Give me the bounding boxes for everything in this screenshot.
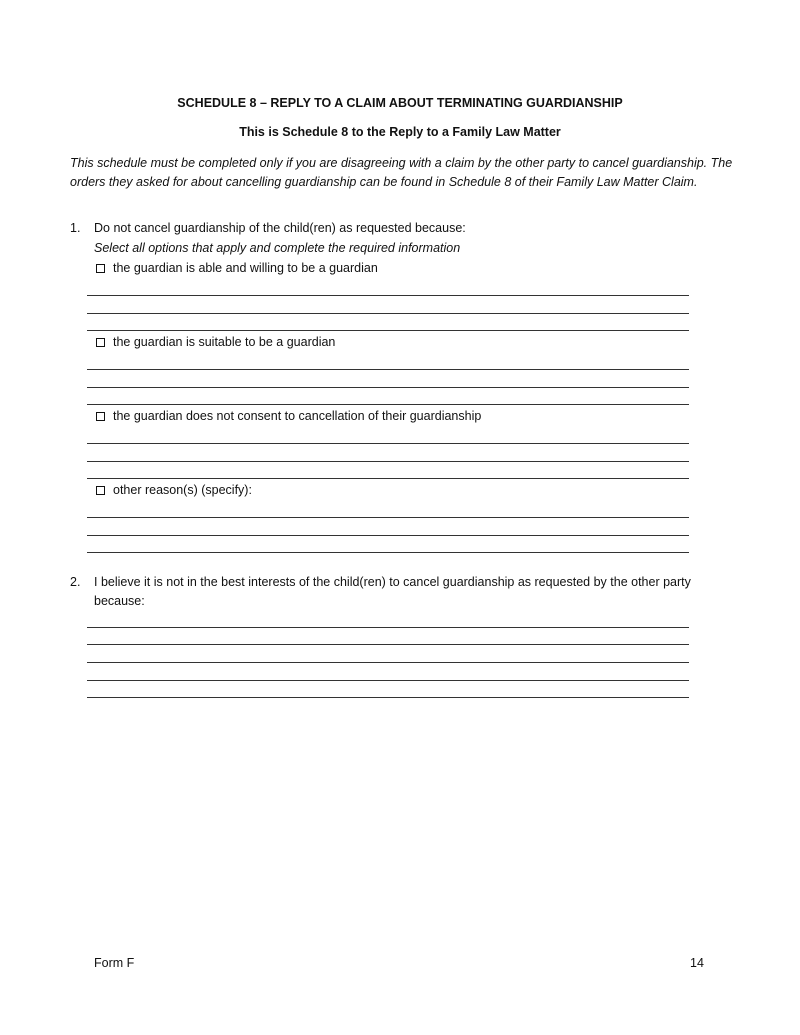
answer-line[interactable] (87, 330, 689, 331)
option-no-consent (96, 409, 481, 423)
answer-line[interactable] (87, 295, 689, 296)
item-2-number: 2. (70, 575, 81, 589)
option-able-willing (96, 261, 378, 275)
answer-line[interactable] (87, 627, 689, 628)
option-other-reasons-label: other reason(s) (specify): (113, 483, 252, 497)
page-title: SCHEDULE 8 – REPLY TO A CLAIM ABOUT TERMINATING GUARDIANSHIP (177, 96, 623, 110)
answer-line[interactable] (87, 680, 689, 681)
item-1-text: Do not cancel guardianship of the child(ren) as requested because: (94, 221, 466, 235)
item-2-text: I believe it is not in the best interests of the child(ren) to cancel guardianship as requested by the other party because: (94, 575, 691, 608)
option-suitable (96, 335, 335, 349)
answer-line[interactable] (87, 517, 689, 518)
answer-line[interactable] (87, 369, 689, 370)
checkbox-able-willing[interactable] (96, 264, 105, 273)
footer-page-number: 14 (690, 956, 704, 970)
item-1-instruction: Select all options that apply and complete the required information (94, 241, 461, 255)
option-other-reasons (96, 483, 252, 497)
page-subtitle: This is Schedule 8 to the Reply to a Family Law Matter (239, 125, 561, 139)
answer-line[interactable] (87, 461, 689, 462)
answer-line[interactable] (87, 404, 689, 405)
answer-line[interactable] (87, 387, 689, 388)
option-suitable-label: the guardian is suitable to be a guardian (113, 335, 336, 349)
intro-text: This schedule must be completed only if you are disagreeing with a claim by the other party to cancel guardianship. The orders they asked for about cancelling guardianship can be found in Schedule 8 of their Family Law Matter Claim. (70, 156, 733, 189)
item-1-number: 1. (70, 221, 81, 235)
option-able-willing-label: the guardian is able and willing to be a guardian (113, 261, 378, 275)
answer-line[interactable] (87, 313, 689, 314)
answer-line[interactable] (87, 478, 689, 479)
option-no-consent-label: the guardian does not consent to cancellation of their guardianship (113, 409, 482, 423)
answer-line[interactable] (87, 644, 689, 645)
checkbox-other-reasons[interactable] (96, 486, 105, 495)
checkbox-suitable[interactable] (96, 338, 105, 347)
answer-line[interactable] (87, 535, 689, 536)
answer-line[interactable] (87, 662, 689, 663)
answer-line[interactable] (87, 552, 689, 553)
answer-line[interactable] (87, 443, 689, 444)
footer-form-name: Form F (94, 956, 135, 970)
answer-line[interactable] (87, 697, 689, 698)
checkbox-no-consent[interactable] (96, 412, 105, 421)
